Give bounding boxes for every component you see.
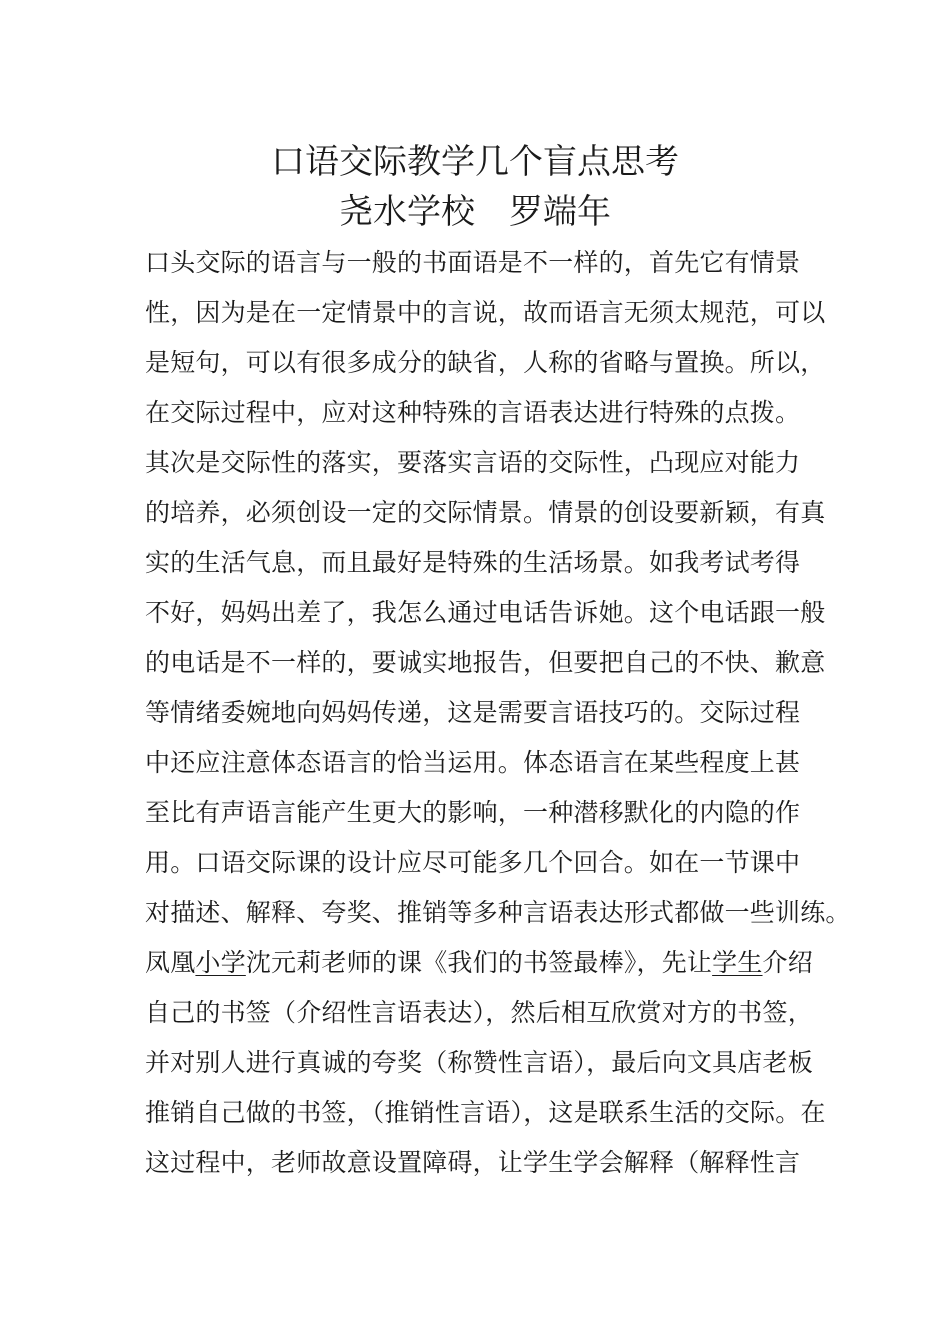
link-xuesheng[interactable]: 学生 — [712, 948, 763, 977]
link-xiaoxue[interactable]: 小学 — [195, 948, 246, 977]
text-line: 口头交际的语言与一般的书面语是不一样的，首先它有情景 — [145, 248, 801, 277]
text-line: 实的生活气息，而且最好是特殊的生活场景。如我考试考得 — [145, 548, 801, 577]
text-segment: 沈元莉老师的课《我们的书签最棒》，先让 — [245, 948, 713, 977]
text-line: 的电话是不一样的，要诚实地报告，但要把自己的不快、歉意 — [145, 648, 826, 677]
text-line: 用。口语交际课的设计应尽可能多几个回合。如在一节课中 — [145, 848, 801, 877]
text-line: 是短句，可以有很多成分的缺省，人称的省略与置换。所以， — [145, 348, 826, 377]
text-line: 并对别人进行真诚的夸奖（称赞性言语），最后向文具店老板 — [145, 1048, 813, 1077]
document-title: 口语交际教学几个盲点思考 — [271, 142, 679, 182]
text-line: 性，因为是在一定情景中的言说，故而语言无须太规范，可以 — [145, 298, 826, 327]
text-line: 等情绪委婉地向妈妈传递，这是需要言语技巧的。交际过程 — [145, 698, 801, 727]
text-line: 不好，妈妈出差了，我怎么通过电话告诉她。这个电话跟一般 — [145, 598, 826, 627]
text-line: 其次是交际性的落实，要落实言语的交际性，凸现应对能力 — [145, 448, 801, 477]
text-line: 的培养，必须创设一定的交际情景。情景的创设要新颖，有真 — [145, 498, 826, 527]
text-line: 对描述、解释、夸奖、推销等多种言语表达形式都做一些训练。 — [145, 898, 851, 927]
text-line-with-links — [145, 938, 825, 988]
text-line: 自己的书签（介绍性言语表达），然后相互欣赏对方的书签， — [145, 998, 813, 1027]
text-line: 至比有声语言能产生更大的影响，一种潜移默化的内隐的作 — [145, 798, 801, 827]
text-line: 中还应注意体态语言的恰当运用。体态语言在某些程度上甚 — [145, 748, 801, 777]
body-text — [145, 238, 851, 1188]
text-line: 这过程中，老师故意设置障碍，让学生学会解释（解释性言 — [145, 1148, 801, 1177]
text-segment: 介绍 — [762, 948, 813, 977]
text-line: 在交际过程中，应对这种特殊的言语表达进行特殊的点拨。 — [145, 398, 801, 427]
text-line: 推销自己做的书签，（推销性言语），这是联系生活的交际。在 — [145, 1098, 826, 1127]
author-line: 尧水学校 罗端年 — [339, 192, 611, 232]
text-segment: 凤凰 — [145, 948, 196, 977]
